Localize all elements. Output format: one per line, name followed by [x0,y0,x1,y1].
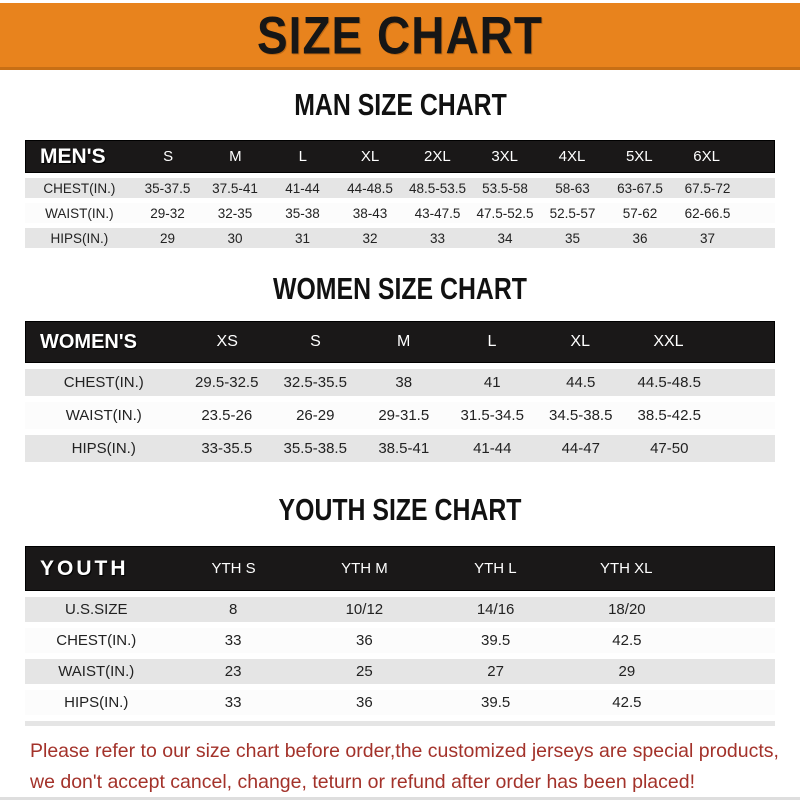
youth-heading: YOUTH SIZE CHART [278,493,522,527]
women-cell: 34.5-38.5 [549,407,613,424]
men-cell: 31 [294,230,311,246]
youth-row-ussize [25,597,775,622]
men-cell: 44-48.5 [347,180,393,196]
youth-cell: 23 [224,663,242,680]
women-header-cell: M [397,333,411,350]
women-cell: 31.5-34.5 [460,407,524,424]
youth-cell: 25 [356,663,373,680]
youth-cell: 27 [487,663,504,680]
men-cell: 57-62 [622,205,658,221]
women-header-cell: XL [570,333,590,350]
row-label: U.S.SIZE [64,601,128,618]
women-cell: 26-29 [296,407,335,424]
youth-cell: 39.5 [481,632,511,649]
men-cell: 33 [429,230,446,246]
women-cell: 32.5-35.5 [283,374,347,391]
youth-section [0,495,800,726]
men-row-hips [25,228,775,248]
women-row-hips [25,435,775,462]
men-cell: 37 [699,230,716,246]
men-cell: 35-38 [285,205,320,221]
women-cell: 23.5-26 [201,407,253,424]
women-cell: 47-50 [650,440,689,457]
men-cell: 30 [227,230,243,246]
men-cell: 29 [159,230,176,246]
men-cell: 32 [362,230,378,246]
men-header-cell: 6XL [693,148,720,165]
youth-table-bottom-edge [25,721,775,726]
youth-cell: 33 [224,694,242,711]
men-heading: MAN SIZE CHART [293,88,507,122]
youth-row-waist [25,659,775,684]
youth-header-cell: YTH XL [599,560,653,577]
youth-header-cell: YTH S [211,560,256,577]
youth-cell: 14/16 [476,601,515,618]
men-cell: 36 [632,230,648,246]
youth-cell: 10/12 [345,601,384,618]
youth-header-label: YOUTH [40,556,129,580]
title-banner [0,0,800,70]
row-label: WAIST(IN.) [65,407,142,424]
women-table-header-row [25,321,775,363]
men-cell: 58-63 [555,180,590,196]
youth-cell: 36 [356,632,373,649]
men-cell: 41-44 [285,180,320,196]
women-cell: 33-35.5 [201,440,253,457]
men-header-cell: XL [360,148,380,165]
youth-cell: 33 [224,632,242,649]
women-section [0,274,800,462]
row-label: CHEST(IN.) [43,180,116,196]
page-title: SIZE CHART [257,5,543,65]
women-cell: 44.5 [566,374,596,391]
women-header-cell: XS [216,333,238,350]
women-heading: WOMEN SIZE CHART [273,272,527,306]
men-header-cell: M [229,148,242,165]
men-cell: 37.5-41 [212,180,258,196]
men-header-cell: 2XL [424,148,451,165]
men-section [0,90,800,248]
men-cell: 48.5-53.5 [408,180,467,196]
youth-table-header-row [25,546,775,591]
men-cell: 52.5-57 [549,205,596,221]
women-cell: 44.5-48.5 [637,374,701,391]
men-cell: 38-43 [352,205,388,221]
row-label: CHEST(IN.) [56,632,137,649]
women-cell: 29.5-32.5 [195,374,259,391]
women-header-cell: XXL [653,333,684,350]
row-label: WAIST(IN.) [45,205,114,221]
women-header-cell: S [310,333,321,350]
youth-row-chest [25,628,775,653]
men-table [25,140,775,248]
youth-cell: 36 [356,694,373,711]
youth-cell: 8 [228,601,238,618]
youth-table [25,546,775,726]
youth-cell: 18/20 [608,601,646,618]
men-cell: 63-67.5 [617,180,663,196]
men-cell: 47.5-52.5 [476,205,534,221]
women-row-waist [25,402,775,429]
men-header-cell: L [298,148,307,165]
women-table [25,321,775,462]
men-header-label: MEN'S [40,144,106,168]
women-cell: 38.5-41 [378,440,430,457]
men-header-cell: 3XL [491,148,519,165]
men-cell: 67.5-72 [684,180,731,196]
youth-header-cell: YTH M [341,560,388,577]
row-label: WAIST(IN.) [58,663,135,680]
women-cell: 41 [483,374,501,391]
women-row-chest [25,369,775,396]
order-note [0,736,800,798]
men-row-waist [25,203,775,223]
men-header-cell: 5XL [625,148,653,165]
women-cell: 35.5-38.5 [283,440,347,457]
order-note-line1: Please refer to our size chart before order,the customized jerseys are special products, [30,740,779,762]
youth-cell: 42.5 [612,694,642,711]
men-header-cell: S [163,148,174,165]
men-header-cell: 4XL [558,148,586,165]
men-cell: 29-32 [150,205,185,221]
women-header-label: WOMEN'S [40,330,137,353]
men-cell: 53.5-58 [482,180,528,196]
men-cell: 43-47.5 [414,205,461,221]
women-cell: 29-31.5 [378,407,430,424]
youth-cell: 39.5 [481,694,511,711]
youth-cell: 29 [618,663,636,680]
men-cell: 35-37.5 [144,180,191,196]
row-label: HIPS(IN.) [71,440,136,457]
men-cell: 32-35 [217,205,253,221]
men-table-header-row [25,140,775,173]
men-cell: 62-66.5 [684,205,731,221]
women-header-cell: L [487,333,497,350]
men-cell: 35 [564,230,581,246]
men-cell: 34 [497,230,513,246]
men-row-chest [25,178,775,198]
youth-row-hips [25,690,775,715]
row-label: HIPS(IN.) [64,694,129,711]
row-label: CHEST(IN.) [63,374,144,391]
row-label: HIPS(IN.) [50,230,109,246]
women-cell: 38 [395,374,413,391]
order-note-line2: we don't accept cancel, change, teturn or refund after order has been placed! [30,771,695,793]
youth-cell: 42.5 [612,632,642,649]
women-cell: 44-47 [561,440,600,457]
women-cell: 41-44 [473,440,512,457]
women-cell: 38.5-42.5 [637,407,701,424]
youth-header-cell: YTH L [474,560,517,577]
